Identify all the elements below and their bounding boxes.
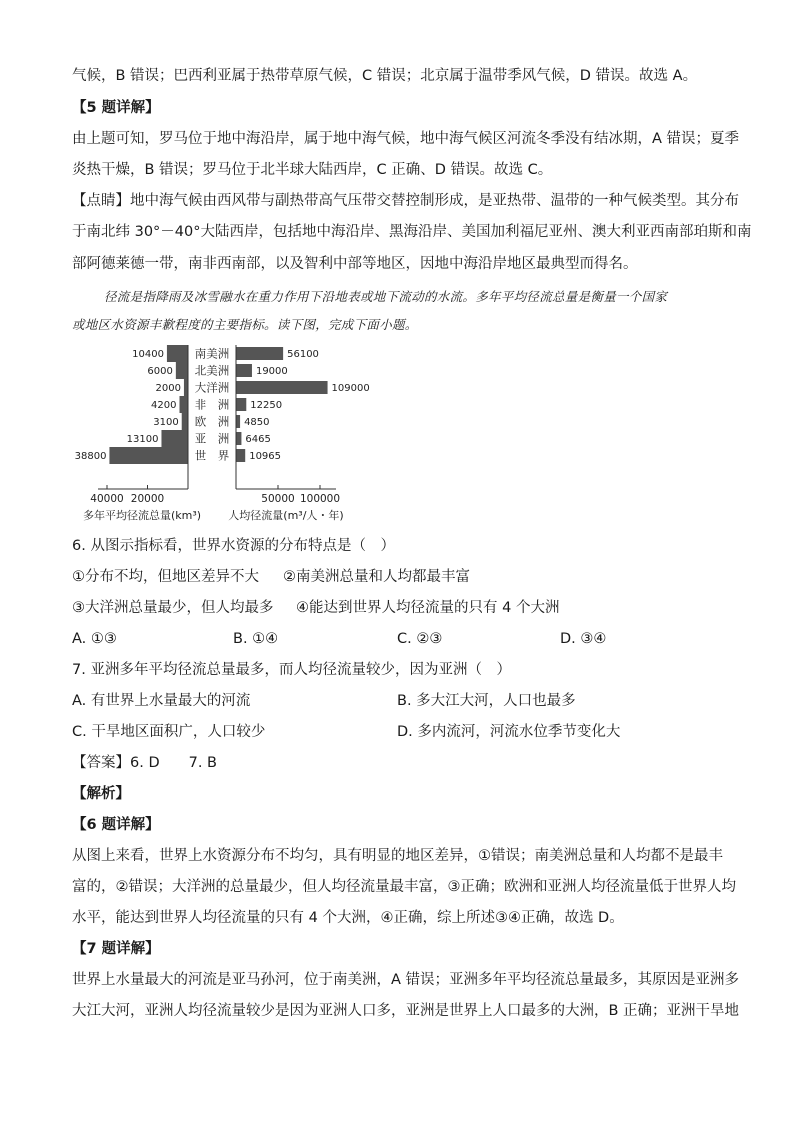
analysis-heading: 【解析】 bbox=[72, 786, 130, 802]
bar-total-runoff bbox=[167, 345, 188, 362]
text-line: 【点睛】地中海气候由西风带与副热带高气压带交替控制形成，是亚热带、温带的一种气候类型。其分布 bbox=[72, 193, 739, 209]
value-label-right: 109000 bbox=[331, 383, 370, 394]
intro-text: 或地区水资源丰歉程度的主要指标。读下图，完成下面小题。 bbox=[72, 317, 418, 332]
category-label: 欧 洲 bbox=[194, 414, 230, 429]
category-label: 非 洲 bbox=[194, 397, 230, 412]
text-line: 由上题可知，罗马位于地中海沿岸，属于地中海气候，地中海气候区河流冬季没有结冰期，A 错误；夏季 bbox=[72, 131, 740, 147]
option-a: A. ①③ bbox=[72, 631, 117, 647]
bar-total-runoff bbox=[179, 396, 188, 413]
right-tick-label: 50000 bbox=[261, 493, 295, 505]
bar-per-capita-runoff bbox=[236, 415, 240, 428]
left-tick-label: 40000 bbox=[90, 493, 124, 505]
category-label: 北美洲 bbox=[194, 363, 230, 378]
section-heading: 【6 题详解】 bbox=[72, 817, 160, 833]
value-label-left: 10400 bbox=[132, 349, 164, 360]
text-line: 水平，能达到世界人均径流量的只有 4 个大洲，④正确，综上所述③④正确，故选 D。 bbox=[72, 910, 624, 926]
bar-total-runoff bbox=[161, 430, 188, 447]
x-axis-title-right: 人均径流量(m³/人・年) bbox=[228, 509, 344, 522]
option-b: B. ①④ bbox=[233, 631, 279, 647]
bar-per-capita-runoff bbox=[236, 347, 283, 360]
text-line: 世界上水量最大的河流是亚马孙河，位于南美洲，A 错误；亚洲多年平均径流总量最多，其原因是亚洲多 bbox=[72, 972, 740, 988]
right-tick-label: 100000 bbox=[299, 493, 341, 505]
bar-per-capita-runoff bbox=[236, 432, 241, 445]
bar-total-runoff bbox=[182, 413, 188, 430]
statement: ③大洋洲总量最少，但人均最多 bbox=[72, 600, 274, 616]
question-6: 6. 从图示指标看，世界水资源的分布特点是（ ） bbox=[72, 538, 395, 554]
value-label-right: 56100 bbox=[287, 349, 319, 360]
option-d: D. 多内流河，河流水位季节变化大 bbox=[397, 724, 621, 740]
answer-line: 【答案】6. D 7. B bbox=[72, 755, 217, 771]
bar-per-capita-runoff bbox=[236, 449, 245, 462]
category-label: 亚 洲 bbox=[194, 431, 230, 446]
option-b: B. 多大江大河，人口也最多 bbox=[397, 693, 576, 709]
bar-per-capita-runoff bbox=[236, 398, 246, 411]
runoff-chart bbox=[74, 343, 380, 523]
section-heading: 【5 题详解】 bbox=[72, 100, 160, 116]
left-tick-label: 20000 bbox=[130, 493, 165, 505]
statement: ②南美洲总量和人均都最丰富 bbox=[283, 569, 470, 585]
option-c: C. 干旱地区面积广，人口较少 bbox=[72, 724, 266, 740]
text-line: 炎热干燥，B 错误；罗马位于北半球大陆西岸，C 正确、D 错误。故选 C。 bbox=[72, 162, 553, 178]
text-line: 大江大河，亚洲人均径流量较少是因为亚洲人口多，亚洲是世界上人口最多的大洲，B 正确；亚洲干旱地 bbox=[72, 1003, 740, 1019]
value-label-left: 13100 bbox=[126, 434, 159, 445]
value-label-left: 4200 bbox=[151, 400, 177, 411]
bar-total-runoff bbox=[109, 447, 188, 464]
intro-text: 径流是指降雨及冰雪融水在重力作用下沿地表或地下流动的水流。多年平均径流总量是衡量一个国家 bbox=[104, 289, 668, 304]
value-label-left: 3100 bbox=[153, 417, 179, 428]
statement: ①分布不均，但地区差异不大 bbox=[72, 569, 259, 585]
category-label: 大洋洲 bbox=[194, 380, 230, 395]
option-c: C. ②③ bbox=[397, 631, 443, 647]
bar-per-capita-runoff bbox=[236, 364, 252, 377]
section-heading: 【7 题详解】 bbox=[72, 941, 160, 957]
text-line: 富的，②错误；大洋洲的总量最少，但人均径流量最丰富，③正确；欧洲和亚洲人均径流量低于世界人均 bbox=[72, 879, 736, 895]
value-label-right: 6465 bbox=[245, 434, 271, 445]
option-d: D. ③④ bbox=[560, 631, 607, 647]
text-line: 部阿德莱德一带，南非西南部，以及智利中部等地区，因地中海沿岸地区最典型而得名。 bbox=[72, 256, 638, 272]
text-line: 从图上来看，世界上水资源分布不均匀，具有明显的地区差异，①错误；南美洲总量和人均都不是最丰 bbox=[72, 848, 723, 864]
value-label-right: 4850 bbox=[244, 417, 270, 428]
bar-per-capita-runoff bbox=[236, 381, 328, 394]
value-label-right: 19000 bbox=[255, 366, 288, 377]
option-a: A. 有世界上水量最大的河流 bbox=[72, 693, 251, 709]
category-label: 世 界 bbox=[194, 448, 230, 463]
statement: ④能达到世界人均径流量的只有 4 个大洲 bbox=[296, 600, 560, 616]
value-label-left: 38800 bbox=[74, 451, 107, 462]
category-label: 南美洲 bbox=[194, 346, 230, 361]
value-label-left: 2000 bbox=[155, 383, 181, 394]
text-line: 气候，B 错误；巴西利亚属于热带草原气候，C 错误；北京属于温带季风气候，D 错误。故选 A。 bbox=[72, 68, 698, 84]
value-label-left: 6000 bbox=[147, 366, 173, 377]
x-axis-title-left: 多年平均径流总量(km³) bbox=[82, 509, 202, 522]
text-line: 于南北纬 30°－40°大陆西岸，包括地中海沿岸、黑海沿岸、美国加利福尼亚州、澳大利亚西南部珀斯和南 bbox=[72, 224, 752, 240]
question-7: 7. 亚洲多年平均径流总量最多，而人均径流量较少，因为亚洲（ ） bbox=[72, 662, 511, 678]
value-label-right: 10965 bbox=[249, 451, 282, 462]
value-label-right: 12250 bbox=[250, 400, 283, 411]
bar-total-runoff bbox=[176, 362, 188, 379]
bar-total-runoff bbox=[184, 379, 188, 396]
